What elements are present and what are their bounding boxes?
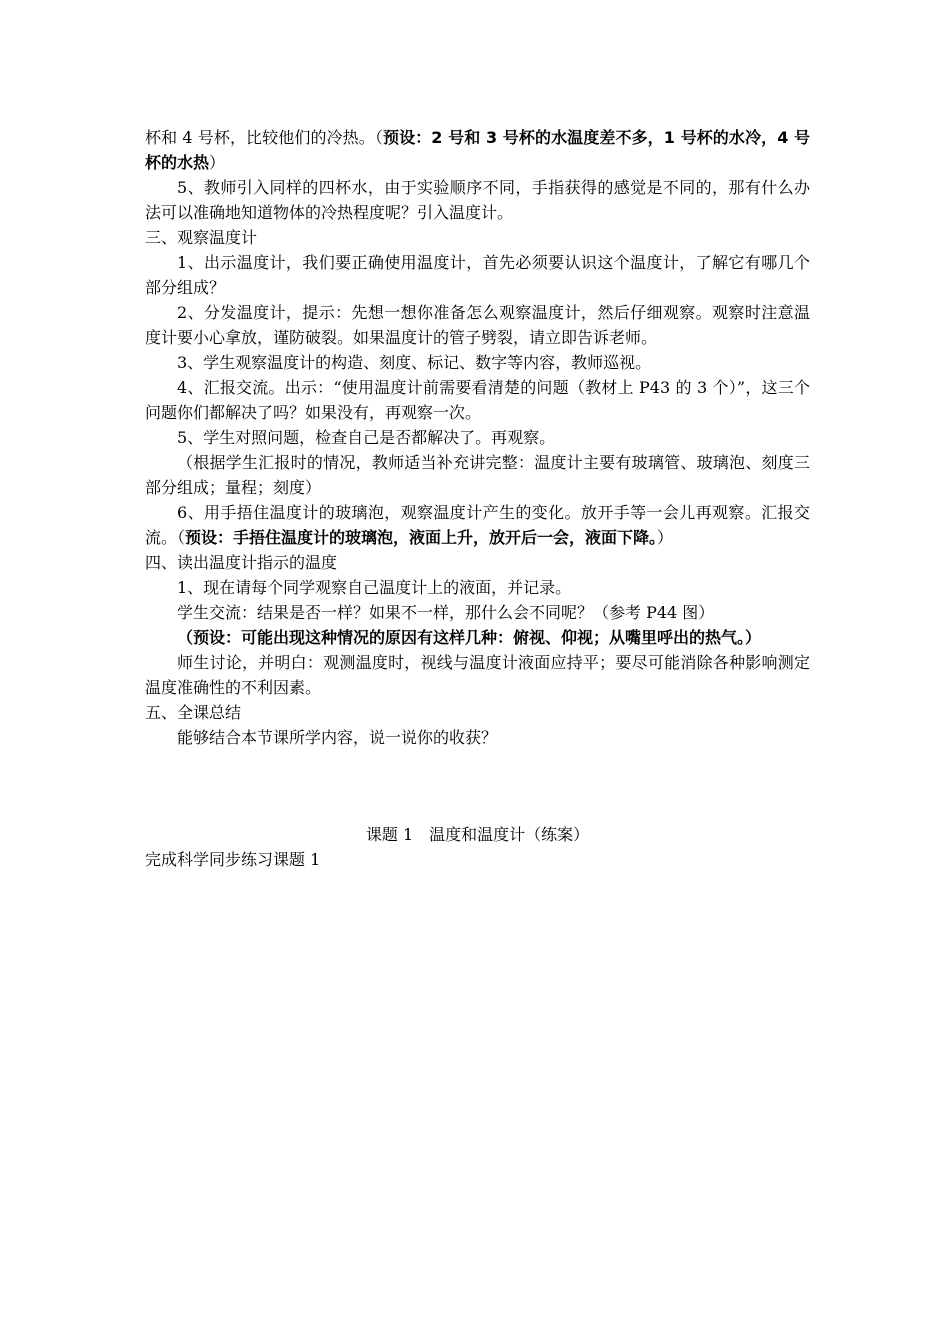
exercise-title: 课题 1 温度和温度计（练案） [365, 825, 590, 844]
paragraph-distribute: 2、分发温度计，提示：先想一想你准备怎么观察温度计，然后仔细观察。观察时注意温度计要小心拿放，谨防破裂。如果温度计的管子劈裂，请立即告诉老师。 [145, 303, 810, 347]
paragraph-preset-reasons: （预设：可能出现这种情况的原因有这样几种：俯视、仰视；从嘴里呼出的热气。） [177, 628, 762, 647]
paragraph-conclusion: 师生讨论，并明白：观测温度时，视线与温度计液面应持平；要尽可能消除各种影响测定温度准确性的不利因素。 [145, 653, 810, 697]
preset-note: 预设：可能出现这种情况的原因有这样几种：俯视、仰视；从嘴里呼出的热气。 [193, 628, 746, 647]
paragraph-step-5-intro: 5、教师引入同样的四杯水，由于实验顺序不同，手指获得的感觉是不同的，那有什么办法可以准确地知道物体的冷热程度呢？引入温度计。 [145, 178, 810, 222]
section-heading-summary: 五、全课总结 [145, 703, 242, 722]
paragraph-teacher-supplement: （根据学生汇报时的情况，教师适当补充讲完整：温度计主要有玻璃管、玻璃泡、刻度三部分组成；量程；刻度） [145, 453, 810, 497]
paragraph-cup-compare: 杯和 4 号杯，比较他们的冷热。（预设：2 号和 3 号杯的水温度差不多，1 号杯的水冷，4 号杯的水热） [145, 128, 810, 172]
section-heading-observe: 三、观察温度计 [145, 228, 258, 247]
paragraph-harvest: 能够结合本节课所学内容，说一说你的收获？ [177, 728, 498, 747]
paragraph-student-observe: 3、学生观察温度计的构造、刻度、标记、数字等内容，教师巡视。 [177, 353, 652, 372]
paragraph-exercise: 完成科学同步练习课题 1 [145, 850, 321, 869]
document-body [145, 125, 810, 872]
paragraph-student-discuss: 学生交流：结果是否一样？如果不一样，那什么会不同呢？（参考 P44 图） [177, 603, 715, 622]
paragraph-report: 4、汇报交流。出示：“使用温度计前需要看清楚的问题（教材上 P43 的 3 个）”，这三个问题你们都解决了吗？如果没有，再观察一次。 [145, 378, 810, 422]
section-heading-read: 四、读出温度计指示的温度 [145, 553, 338, 572]
paragraph-hand-bulb: 6、用手捂住温度计的玻璃泡，观察温度计产生的变化。放开手等一会儿再观察。汇报交流。（预设：手捂住温度计的玻璃泡，液面上升，放开后一会，液面下降。） [145, 503, 810, 547]
preset-note: 预设：2 号和 3 号杯的水温度差不多，1 号杯的水冷，4 号杯的水热 [145, 128, 810, 172]
paragraph-show-thermometer: 1、出示温度计，我们要正确使用温度计，首先必须要认识这个温度计，了解它有哪几个部分组成？ [145, 253, 810, 297]
preset-note: 预设：手捂住温度计的玻璃泡，液面上升，放开后一会，液面下降。 [185, 528, 658, 547]
paragraph-check-questions: 5、学生对照问题，检查自己是否都解决了。再观察。 [177, 428, 556, 447]
paragraph-record-level: 1、现在请每个同学观察自己温度计上的液面，并记录。 [177, 578, 572, 597]
